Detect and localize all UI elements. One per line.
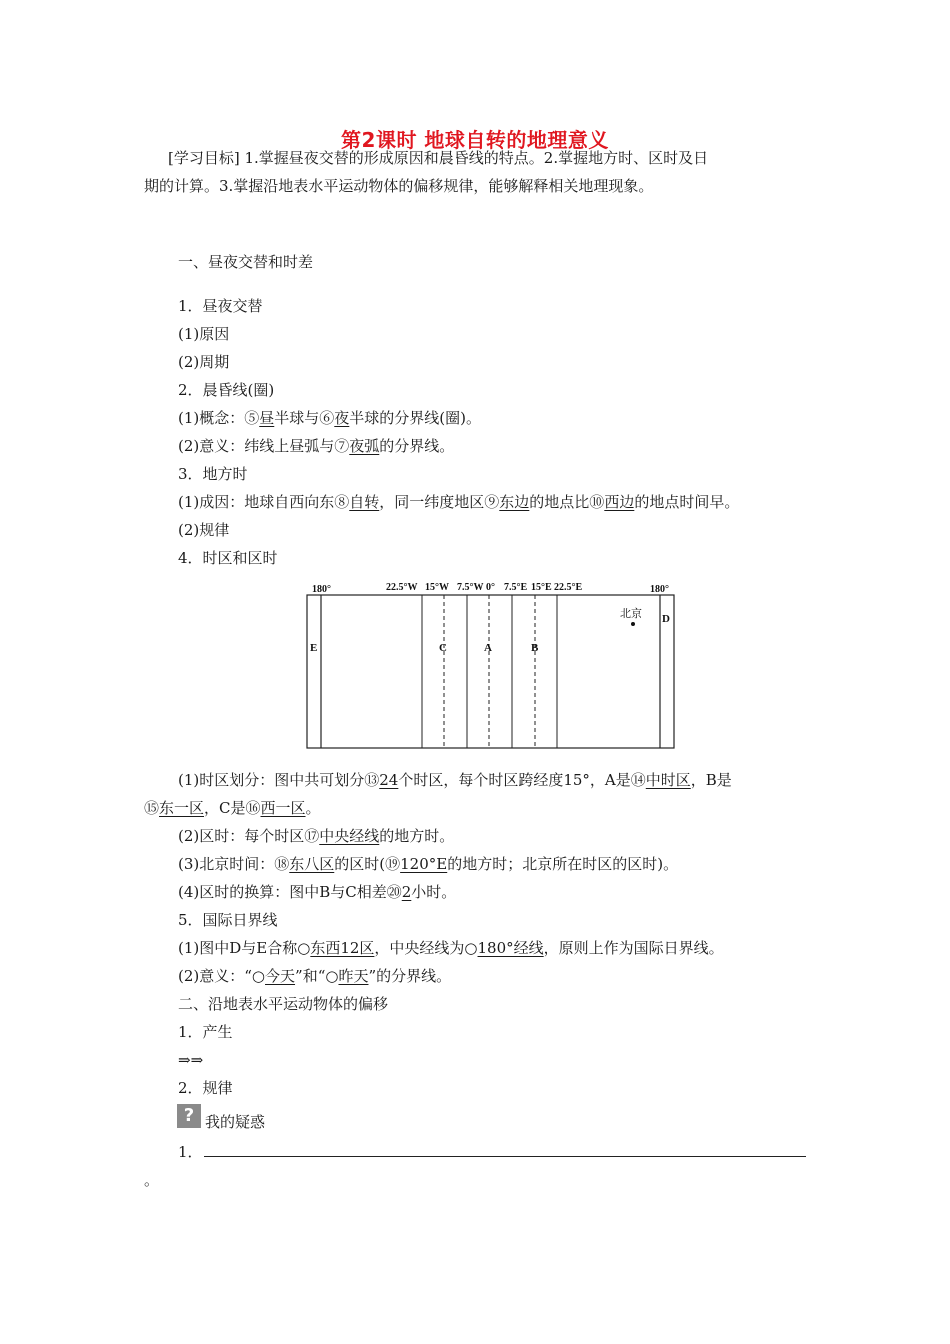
label-15e: 15°E	[531, 582, 552, 593]
item-zone-division-cont: ⑮东一区，C是⑯西一区。	[144, 799, 321, 817]
zone-label-e: E	[310, 642, 318, 654]
item-date-line: 5．国际日界线	[178, 911, 278, 929]
beijing-label: 北京	[620, 607, 642, 620]
item-terminator: 2．晨昏线(圈)	[178, 381, 275, 399]
answer-blank: 东八区	[289, 855, 335, 873]
diagram-frame	[307, 595, 674, 748]
answer-blank: 西边	[604, 493, 635, 511]
answer-blank: 中央经线	[319, 827, 380, 845]
label-15w: 15°W	[425, 582, 449, 593]
item-local-time: 3．地方时	[178, 465, 248, 483]
doubt-answer-line[interactable]	[204, 1156, 806, 1157]
label-180-east: 180°	[650, 584, 669, 595]
learning-objectives	[144, 144, 808, 200]
label-22-5w: 22.5°W	[386, 582, 418, 593]
item-period: (2)周期	[178, 353, 230, 371]
answer-blank: 180°经线	[477, 939, 544, 957]
time-zone-diagram	[306, 578, 676, 750]
page-title: 第2课时 地球自转的地理意义	[341, 128, 609, 152]
objectives-text-line1: 1.掌握昼夜交替的形成原因和晨昏线的特点。2.掌握地方时、区时及日	[239, 149, 709, 167]
section-heading-2: 二、沿地表水平运动物体的偏移	[178, 995, 389, 1013]
doubt-end-mark: 。	[144, 1171, 160, 1189]
item-deflection-rule: 2．规律	[178, 1079, 233, 1097]
item-date-line-definition: (1)图中D与E合称○东西12区，中央经线为○180°经线，原则上作为国际日界线。	[178, 939, 724, 957]
zone-label-a: A	[484, 642, 492, 654]
answer-blank: 昨天	[338, 967, 369, 985]
answer-blank: 东一区	[159, 799, 205, 817]
beijing-dot	[631, 622, 635, 626]
item-deflection-cause: 1．产生	[178, 1023, 233, 1041]
item-beijing-time: (3)北京时间：⑱东八区的区时(⑲120°E的地方时；北京所在时区的区时)。	[178, 855, 679, 873]
doubt-item-number: 1．	[178, 1143, 203, 1161]
answer-blank: 夜	[334, 409, 350, 427]
item-time-zones: 4．时区和区时	[178, 549, 278, 567]
item-local-time-cause: (1)成因：地球自西向东⑧自转，同一纬度地区⑨东边的地点比⑩西边的地点时间早。	[178, 493, 740, 511]
answer-blank: 120°E	[400, 855, 448, 873]
answer-blank: 夜弧	[349, 437, 380, 455]
item-zone-conversion: (4)区时的换算：图中B与C相差⑳2小时。	[178, 883, 457, 901]
item-day-night: 1．昼夜交替	[178, 297, 263, 315]
zone-label-b: B	[531, 642, 539, 654]
doubts-label: 我的疑惑	[205, 1113, 266, 1131]
item-terminator-meaning: (2)意义：纬线上昼弧与⑦夜弧的分界线。	[178, 437, 455, 455]
zone-label-c: C	[439, 642, 447, 654]
item-date-line-meaning: (2)意义：“○今天”和“○昨天”的分界线。	[178, 967, 452, 985]
answer-blank: 今天	[265, 967, 296, 985]
answer-blank: 西一区	[260, 799, 306, 817]
answer-blank: 中时区	[645, 771, 691, 789]
answer-blank: 东边	[499, 493, 530, 511]
item-local-time-rule: (2)规律	[178, 521, 230, 539]
item-terminator-concept: (1)概念：⑤昼半球与⑥夜半球的分界线(圈)。	[178, 409, 482, 427]
answer-blank: 24	[379, 771, 399, 789]
item-zone-division: (1)时区划分：图中共可划分⑬24个时区，每个时区跨经度15°，A是⑭中时区，B是	[178, 771, 732, 789]
answer-blank: 昼	[259, 409, 275, 427]
question-icon: ?	[177, 1104, 201, 1128]
answer-blank: 东西12区	[310, 939, 375, 957]
item-arrows: ⇒⇒	[178, 1051, 204, 1069]
item-cause: (1)原因	[178, 325, 230, 343]
answer-blank: 自转	[349, 493, 380, 511]
label-22-5e: 22.5°E	[554, 582, 583, 593]
label-180-west: 180°	[312, 584, 331, 595]
item-zone-time: (2)区时：每个时区⑰中央经线的地方时。	[178, 827, 455, 845]
objectives-label: [学习目标]	[168, 149, 240, 167]
answer-blank: 2	[401, 883, 412, 901]
section-heading-1: 一、昼夜交替和时差	[178, 253, 314, 271]
zone-label-d: D	[662, 613, 670, 625]
label-7-5e: 7.5°E	[504, 582, 528, 593]
objectives-text-line2: 期的计算。3.掌握沿地表水平运动物体的偏移规律，能够解释相关地理现象。	[144, 177, 654, 195]
label-7-5w: 7.5°W	[457, 582, 484, 593]
label-0: 0°	[486, 582, 495, 593]
